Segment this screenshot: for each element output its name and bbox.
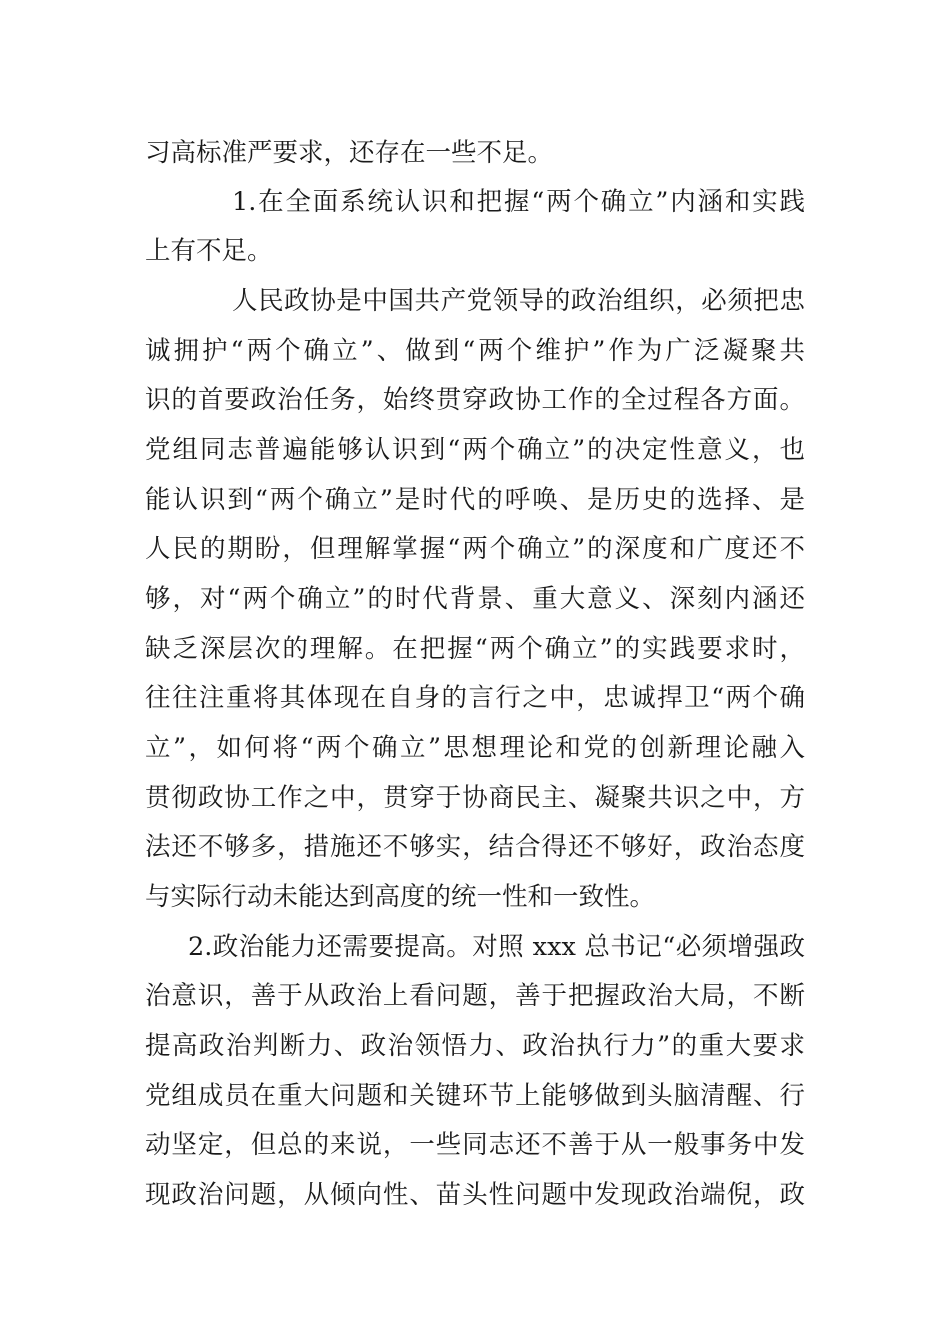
section-heading-line: 1.在全面系统认识和把握“两个确立”内涵和实践 [232,187,805,217]
paragraph-line: 党组成员在重大问题和关键环节上能够做到头脑清醒、行 [145,1081,805,1111]
paragraph-line: 人民政协是中国共产党领导的政治组织，必须把忠 [232,286,805,316]
paragraph-line: 缺乏深层次的理解。在把握“两个确立”的实践要求时， [145,634,805,664]
paragraph-line: 往往注重将其体现在自身的言行之中，忠诚捍卫“两个确 [145,683,805,713]
paragraph-line: 治意识，善于从政治上看问题，善于把握政治大局，不断 [145,981,805,1011]
section-heading-line: 2.政治能力还需要提高。对照 xxx 总书记“必须增强政 [188,932,805,962]
paragraph-line: 诚拥护“两个确立”、做到“两个维护”作为广泛凝聚共 [145,336,805,366]
paragraph-line: 法还不够多，措施还不够实，结合得还不够好，政治态度 [145,832,805,862]
paragraph-line: 识的首要政治任务，始终贯穿政协工作的全过程各方面。 [145,385,805,415]
paragraph-line: 人民的期盼，但理解掌握“两个确立”的深度和广度还不 [145,534,805,564]
paragraph-line: 够，对“两个确立”的时代背景、重大意义、深刻内涵还 [145,584,805,614]
paragraph-line: 能认识到“两个确立”是时代的呼唤、是历史的选择、是 [145,485,805,515]
paragraph-line: 动坚定，但总的来说，一些同志还不善于从一般事务中发 [145,1130,805,1160]
text-line: 习高标准严要求，还存在一些不足。 [145,138,554,168]
paragraph-line: 提高政治判断力、政治领悟力、政治执行力”的重大要求 [145,1031,805,1061]
paragraph-line: 现政治问题，从倾向性、苗头性问题中发现政治端倪，政 [145,1180,805,1210]
paragraph-line: 与实际行动未能达到高度的统一性和一致性。 [145,882,656,912]
paragraph-line: 贯彻政协工作之中，贯穿于协商民主、凝聚共识之中，方 [145,783,805,813]
section-heading-line: 上有不足。 [145,236,273,266]
paragraph-line: 党组同志普遍能够认识到“两个确立”的决定性意义，也 [145,435,805,465]
paragraph-line: 立”，如何将“两个确立”思想理论和党的创新理论融入 [145,733,805,763]
